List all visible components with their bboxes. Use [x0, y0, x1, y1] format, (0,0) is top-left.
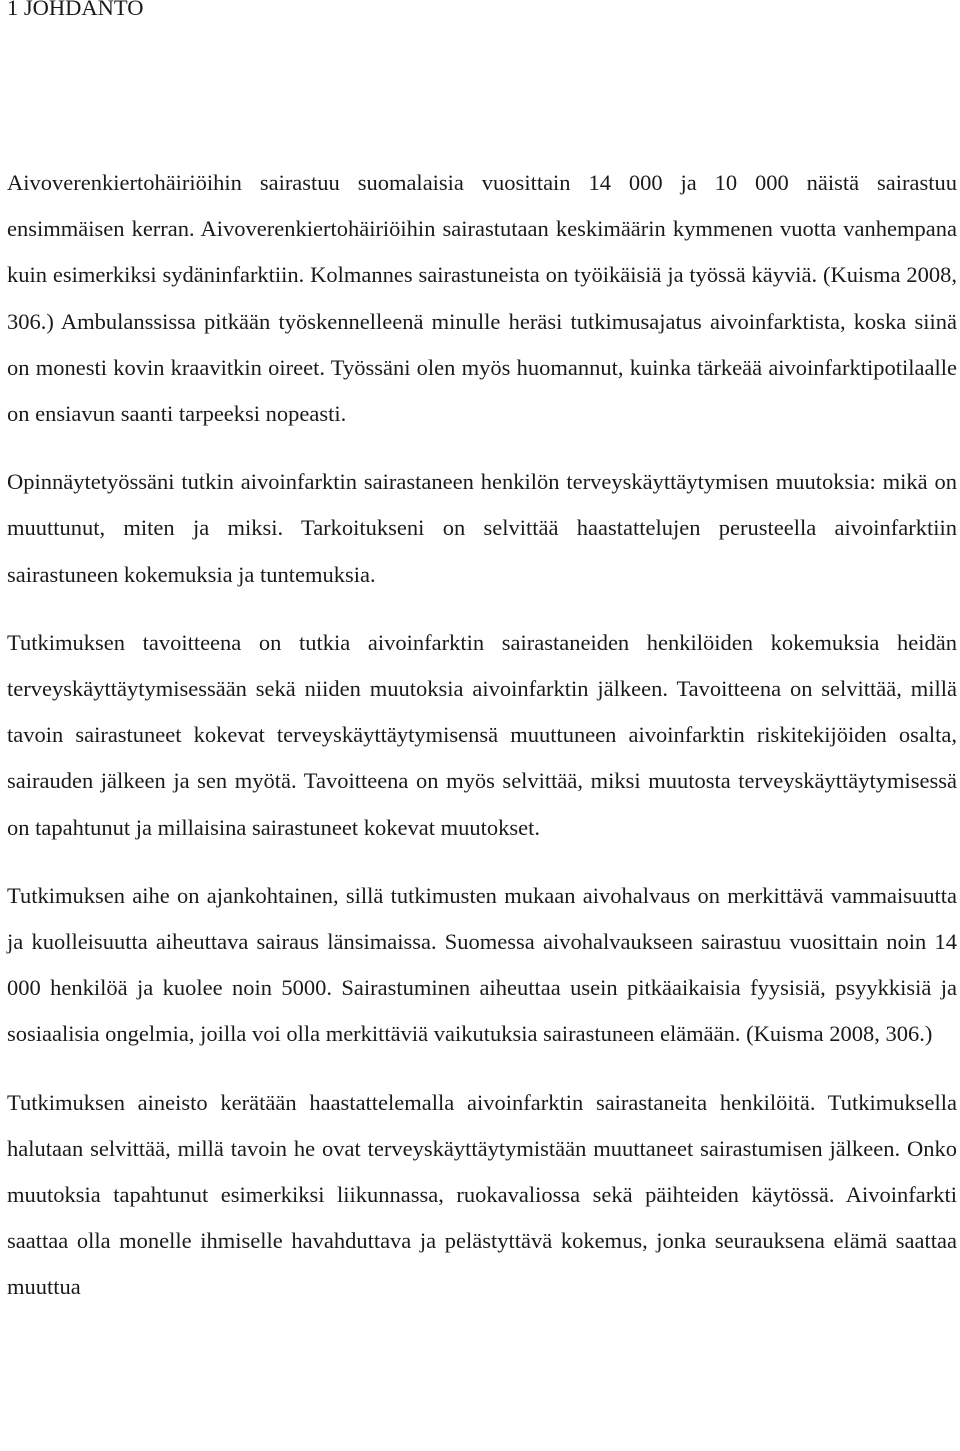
chapter-heading: 1 JOHDANTO — [7, 0, 144, 19]
document-page — [7, 0, 957, 1300]
paragraph-research-goal: Tutkimuksen tavoitteena on tutkia aivoinfarktin sairastaneiden henkilöiden kokemuksia heidän terveyskäyttäytymisessään sekä niiden muutoksia aivoinfarktin jälkeen. Tavoitteena on selvittää, millä tavoin sairastuneet kokevat terveyskäyttäytymisensä muuttuneen aivoinfarktin riskitekijöiden osalta, sairauden jälkeen ja sen myötä. Tavoitteena on myös selvittää, miksi muutosta terveyskäyttäytymisessä on tapahtunut ja millaisina sairastuneet kokevat muutokset. — [7, 629, 957, 840]
paragraph-intro: Aivoverenkiertohäiriöihin sairastuu suomalaisia vuosittain 14 000 ja 10 000 näistä sairastuu ensimmäisen kerran. Aivoverenkiertohäiriöihin sairastutaan keskimäärin kymmenen vuotta vanhempana kuin esimerkiksi sydäninfarktiin. Kolmannes sairastuneista on työikäisiä ja työssä käyviä. (Kuisma 2008, 306.) Ambulanssissa pitkään työskennelleenä minulle heräsi tutkimusajatus aivoinfarktista, koska siinä on monesti kovin kraavitkin oireet. Työssäni olen myös huomannut, kuinka tärkeää aivoinfarktipotilaalle on ensiavun saanti tarpeeksi nopeasti. — [7, 170, 957, 427]
paragraph-thesis-purpose: Opinnäytetyössäni tutkin aivoinfarktin sairastaneen henkilön terveyskäyttäytymisen muutoksia: mikä on muuttunut, miten ja miksi. Tarkoitukseni on selvittää haastattelujen perusteella aivoinfarktiin sairastuneen kokemuksia ja tuntemuksia. — [7, 469, 957, 587]
document-body — [7, 160, 957, 1311]
paragraph-topic-relevance: Tutkimuksen aihe on ajankohtainen, sillä tutkimusten mukaan aivohalvaus on merkittävä vammaisuutta ja kuolleisuutta aiheuttava sairaus länsimaissa. Suomessa aivohalvaukseen sairastuu vuosittain noin 14 000 henkilöä ja kuolee noin 5000. Sairastuminen aiheuttaa usein pitkäaikaisia fyysisiä, psyykkisiä ja sosiaalisia ongelmia, joilla voi olla merkittäviä vaikutuksia sairastuneen elämään. (Kuisma 2008, 306.) — [7, 882, 957, 1047]
paragraph-data-collection: Tutkimuksen aineisto kerätään haastattelemalla aivoinfarktin sairastaneita henkilöitä. Tutkimuksella halutaan selvittää, millä tavoin he ovat terveyskäyttäytymistään muuttaneet sairastumisen jälkeen. Onko muutoksia tapahtunut esimerkiksi liikunnassa, ruokavaliossa sekä päihteiden käytössä. Aivoinfarkti saattaa olla monelle ihmiselle havahduttava ja pelästyttävä kokemus, jonka seurauksena elämä saattaa muuttua — [7, 1089, 957, 1300]
